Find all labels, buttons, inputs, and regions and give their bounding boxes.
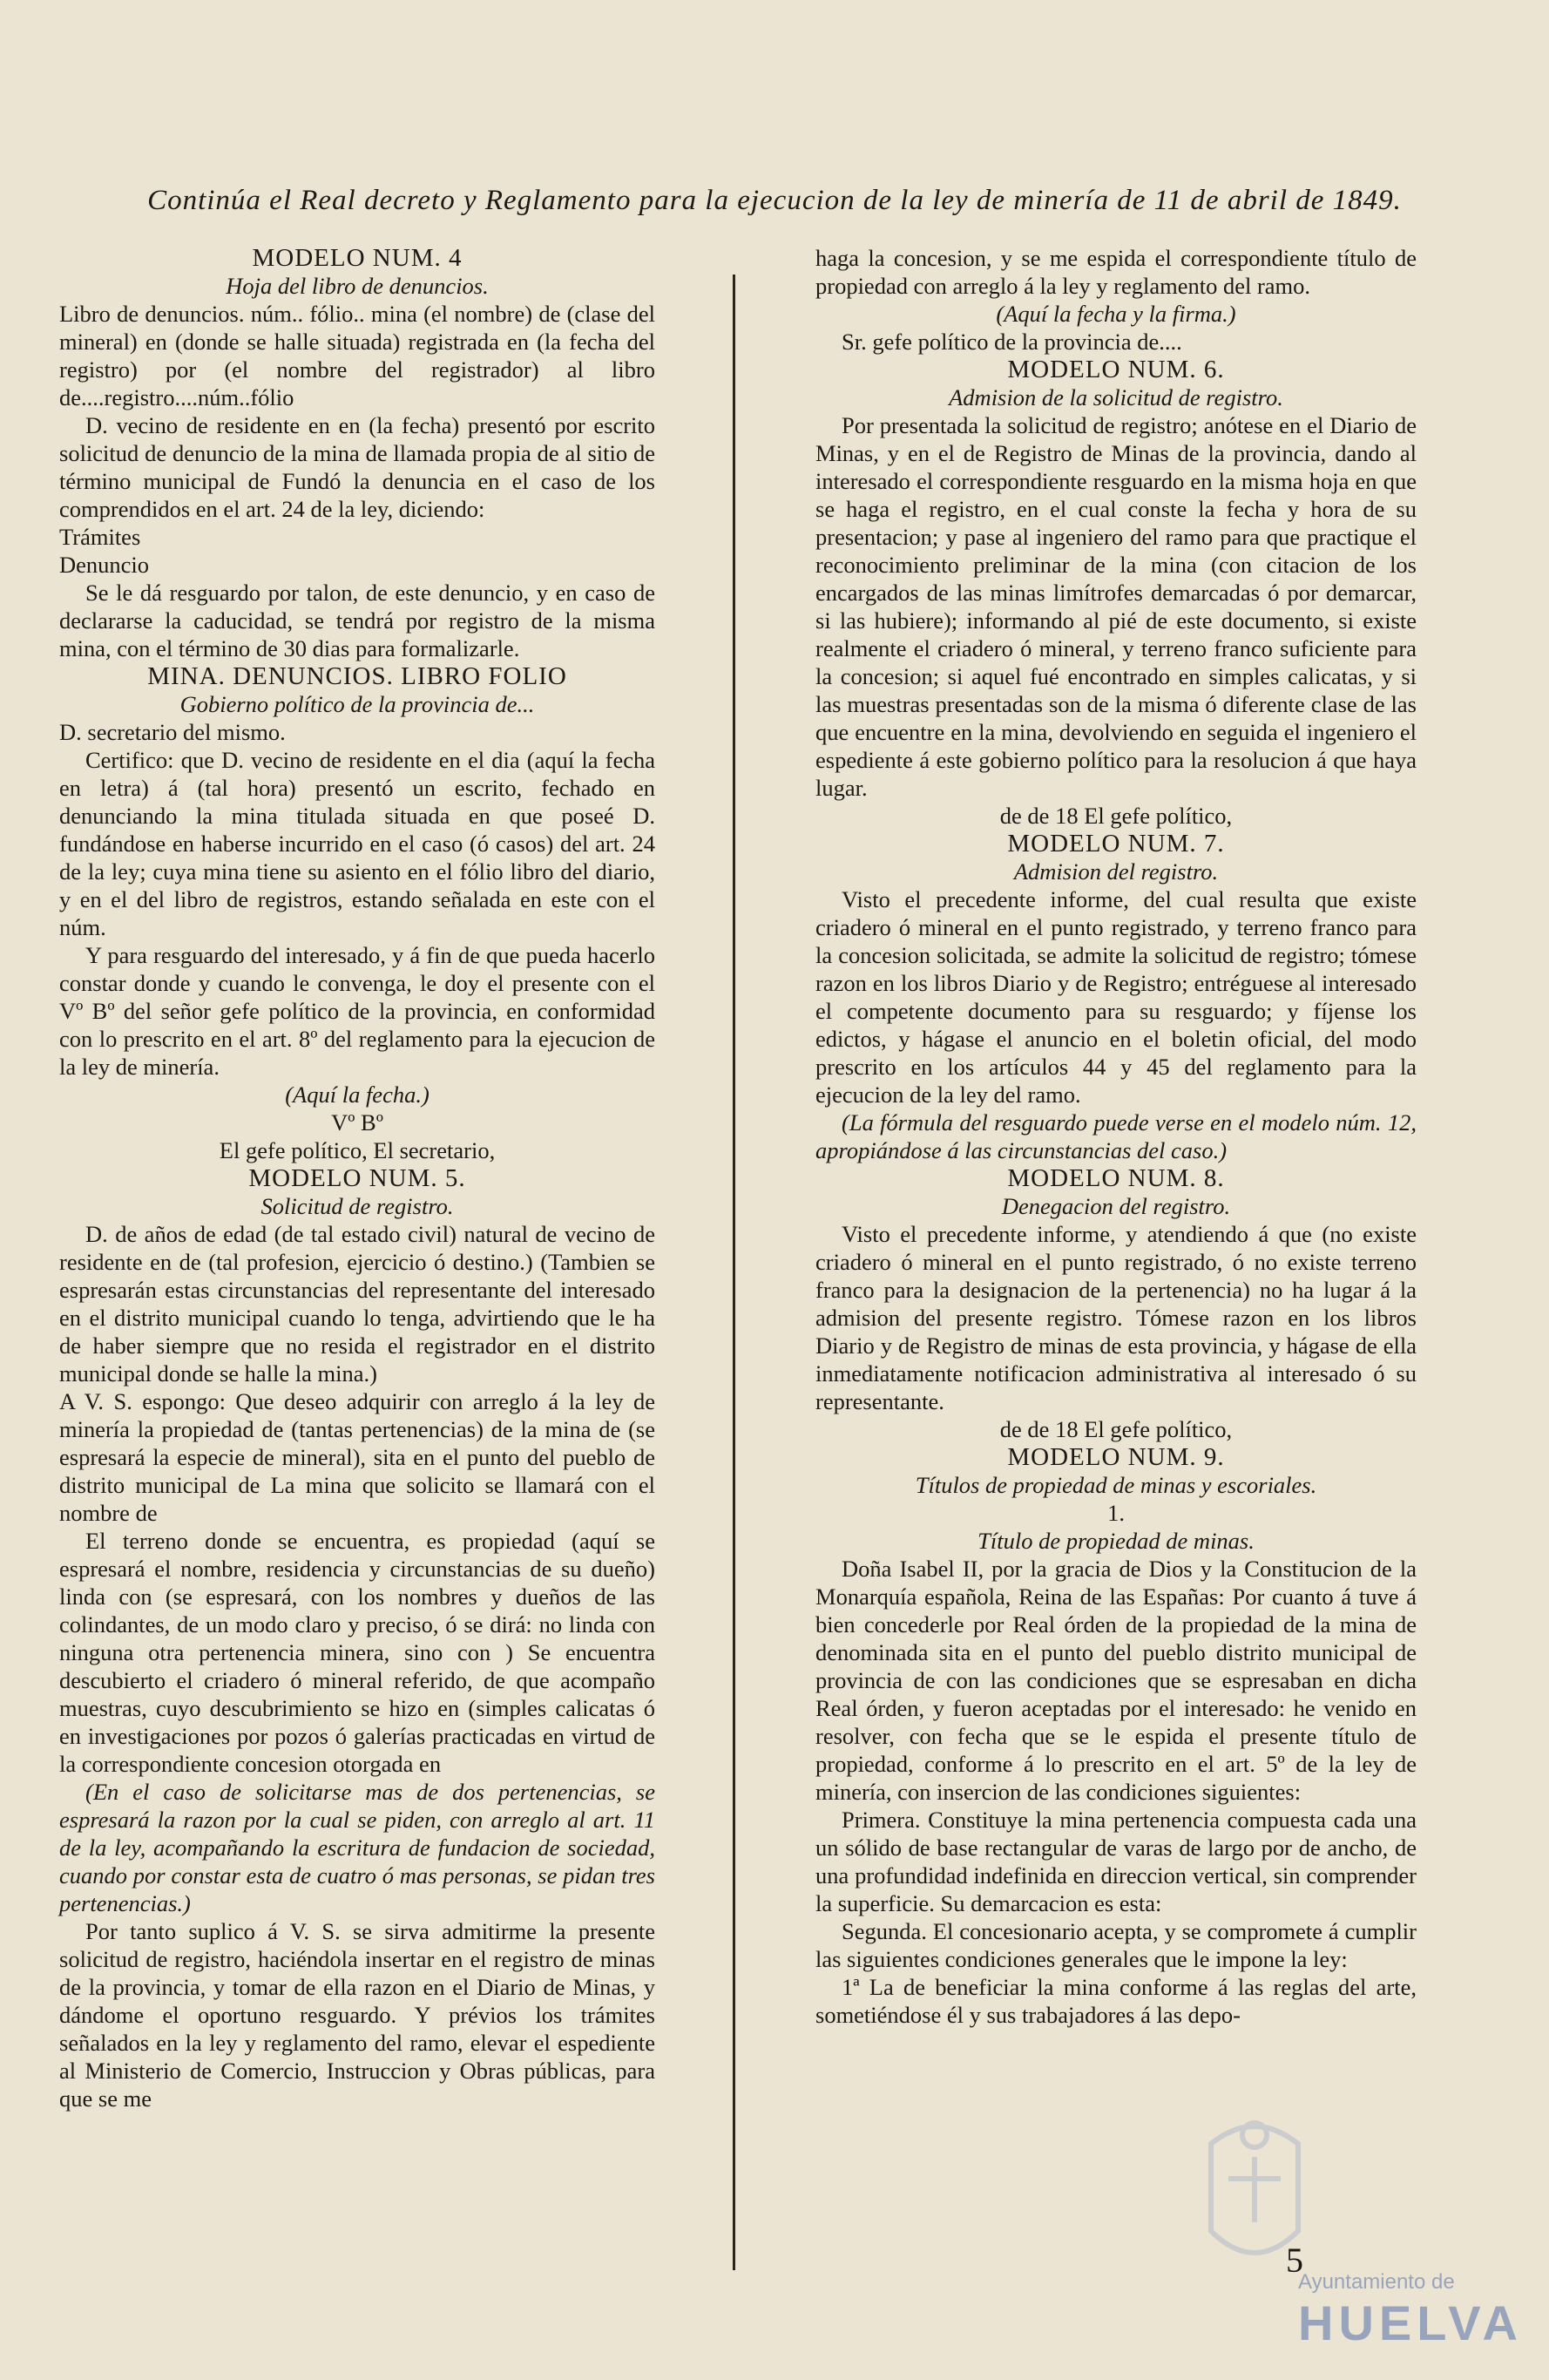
left-col-paragraph: Y para resguardo del interesado, y á fin de que pueda hacerlo constar donde y cuando le convenga, le doy el presente con el Vº Bº del señor gefe político de la provincia, en conformidad con lo prescrito en el art. 8º del reglamento para la ejecucion de la ley de minería. <box>59 942 655 1080</box>
left-column <box>59 244 655 2112</box>
right-col-paragraph: Título de propiedad de minas. <box>977 1528 1255 1554</box>
left-col-paragraph: Se le dá resguardo por talon, de este denuncio, y en caso de declararse la caducidad, se tendrá por registro de la misma mina, con el término de 30 dias para formalizarle. <box>59 580 655 661</box>
left-col-paragraph: Gobierno político de la provincia de... <box>179 691 535 717</box>
left-col-paragraph: Certifico: que D. vecino de residente en el dia (aquí la fecha en letra) á (tal hora) presentó un escrito, fechado en denunciando la mina titulada situada en que poseé D. fundándose en haberse incurrido en el caso (ó casos) del art. 24 de la ley; cuya mina tiene su asiento en el fólio libro del diario, y en el del libro de registros, estando señalada en este con el núm. <box>59 747 655 940</box>
right-col-paragraph: MODELO NUM. 7. <box>1007 830 1225 858</box>
right-col-paragraph: (La fórmula del resguardo puede verse en el modelo núm. 12, apropiándose á las circunstancias del caso.) <box>815 1109 1417 1163</box>
right-col-paragraph: haga la concesion, y se me espida el correspondiente título de propiedad con arreglo á la ley y reglamento del ramo. <box>815 245 1417 299</box>
left-col-paragraph: Denuncio <box>59 552 150 578</box>
left-col-paragraph: A V. S. espongo: Que deseo adquirir con arreglo á la ley de minería la propiedad de (tantas pertenencias) de la mina de (se espresará la especie de mineral), sita en el punto del pueblo de distrito municipal de La mina que solicito se llamará con el nombre de <box>59 1388 655 1526</box>
right-col-paragraph: MODELO NUM. 6. <box>1007 356 1225 383</box>
page-header: Continúa el Real decreto y Reglamento para la ejecucion de la ley de minería de 11 de abril de 1849. <box>147 185 1402 216</box>
right-col-paragraph: Admision de la solicitud de registro. <box>949 384 1283 410</box>
left-col-paragraph: Libro de denuncios. núm.. fólio.. mina (el nombre) de (clase del mineral) en (donde se halle situada) registrada en (la fecha del registro) por (el nombre del registrador) al libro de....registro....núm..fólio <box>59 301 655 410</box>
watermark-line1: Ayuntamiento de <box>1298 2270 1455 2294</box>
right-col-paragraph: 1. <box>1107 1500 1125 1526</box>
right-col-paragraph: Visto el precedente informe, y atendiendo á que (no existe criadero ó mineral en el punto registrado, ó no existe terreno franco para la designacion de la pertenencia) no ha lugar á la admision del presente registro. Tómese razon en los libros Diario y de Registro de minas de esta provincia, y hágase de ella inmediatamente notificacion administrativa al interesado ó su representante. <box>815 1221 1417 1414</box>
right-col-paragraph: 1ª La de beneficiar la mina conforme á las reglas del arte, sometiéndose él y sus trabajadores á las depo- <box>815 1974 1417 2028</box>
right-col-paragraph: Denegacion del registro. <box>1001 1193 1231 1219</box>
right-col-paragraph: Por presentada la solicitud de registro; anótese en el Diario de Minas, y en el de Registro de Minas de la provincia, dando al interesado el correspondiente resguardo en la misma hoja en que se haga el registro, en el cual conste la fecha y hora de su presentacion; y pase al ingeniero del ramo para que practique el reconocimiento preliminar de la mina (con citacion de los encargados de las minas limítrofes demarcadas ó por demarcar, si las hubiere); informando al pié de este documento, si existe realmente el criadero ó mineral, y terreno franco suficiente para la concesion; si aquel fué encontrado en simples calicatas, y si las muestras presentadas son de la misma ó diferente clase de las que encuentre en la mina, devolviendo en seguida el ingeniero el espediente á este gobierno político para la resolucion á que haya lugar. <box>815 412 1417 801</box>
page-number: 5 <box>1286 2241 1303 2280</box>
right-col-paragraph: de de 18 El gefe político, <box>999 1416 1233 1442</box>
left-col-paragraph: Por tanto suplico á V. S. se sirva admitirme la presente solicitud de registro, haciéndola insertar en el registro de minas de la provincia, y tomar de ella razon en el Diario de Minas, y dándome el oportuno resguardo. Y prévios los trámites señalados en la ley y reglamento del ramo, elevar el espediente al Ministerio de Comercio, Instruccion y Obras públicas, para que se me <box>59 1918 655 2112</box>
left-col-paragraph: D. secretario del mismo. <box>59 719 286 745</box>
watermark-text <box>1298 2270 1523 2351</box>
left-col-paragraph: MODELO NUM. 5. <box>248 1164 466 1192</box>
right-col-paragraph: de de 18 El gefe político, <box>999 803 1233 829</box>
left-col-paragraph: Hoja del libro de denuncios. <box>226 273 489 299</box>
right-col-paragraph: Primera. Constituye la mina pertenencia compuesta cada una un sólido de base rectangular de varas de largo por de ancho, de una profundidad indefinida en direccion vertical, sin comprender la superficie. Su demarcacion es esta: <box>815 1807 1417 1916</box>
right-col-paragraph: Visto el precedente informe, del cual resulta que existe criadero ó mineral en el punto registrado, y terreno franco para la concesion solicitada, se admite la solicitud de registro; tómese razon en los libros Diario y de Registro; entréguese al interesado el competente documento para su resguardo; y fíjense los edictos, y hágase el anuncio en el boletin oficial, del modo prescrito en los artículos 44 y 45 del reglamento para la ejecucion de la ley del ramo. <box>815 886 1417 1108</box>
left-col-paragraph: Trámites <box>59 524 141 550</box>
left-col-paragraph: D. vecino de residente en en (la fecha) presentó por escrito solicitud de denuncio de la mina de llamada propia de al sitio de término municipal de Fundó la denuncia en el caso de los comprendidos en el art. 24 de la ley, diciendo: <box>59 412 655 522</box>
right-col-paragraph: Sr. gefe político de la provincia de.... <box>842 329 1182 355</box>
left-col-paragraph: D. de años de edad (de tal estado civil) natural de vecino de residente en de (tal profesion, ejercicio ó destino.) (Tambien se espresarán estas circunstancias del representante del interesado en el distrito municipal cuando lo tenga, advirtiendo que le ha de haber siempre que no resida el registrador en el distrito municipal donde se halle la mina.) <box>59 1221 655 1387</box>
right-column <box>815 244 1417 2029</box>
left-col-paragraph: MINA. DENUNCIOS. LIBRO FOLIO <box>147 662 567 690</box>
left-col-paragraph: (En el caso de solicitarse mas de dos pertenencias, se espresará la razon por la cual se piden, con arreglo al art. 11 de la ley, acompañando la escritura de fundacion de sociedad, cuando por constar esta de cuatro ó mas personas, se pidan tres pertenencias.) <box>59 1779 655 1916</box>
left-col-paragraph: (Aquí la fecha.) <box>285 1082 430 1108</box>
left-col-paragraph: El terreno donde se encuentra, es propiedad (aquí se espresará el nombre, residencia y circunstancias de su dueño) linda con (se espresará, con los nombres y dueños de las colindantes, de un modo claro y preciso, ó se dirá: no linda con ninguna otra pertenencia minera, sino con ) Se encuentra descubierto el criadero ó mineral referido, de que acompaño muestras, cuyo descubrimiento se hizo en (simples calicatas ó en investigaciones por pozos ó galerías practicadas en virtud de la correspondiente concesion otorgada en <box>59 1528 655 1777</box>
right-col-paragraph: (Aquí la fecha y la firma.) <box>996 301 1236 327</box>
left-col-paragraph: MODELO NUM. 4 <box>252 244 463 272</box>
right-col-paragraph: Segunda. El concesionario acepta, y se compromete á cumplir las siguientes condiciones generales que le impone la ley: <box>815 1918 1417 1972</box>
right-col-paragraph: Admision del registro. <box>1013 858 1219 885</box>
right-col-paragraph: MODELO NUM. 9. <box>1007 1443 1225 1471</box>
right-col-paragraph: Doña Isabel II, por la gracia de Dios y la Constitucion de la Monarquía española, Reina de las Españas: Por cuanto á tuve á bien concederle por Real órden de la propiedad de la mina de denominada sita en el punto del pueblo distrito municipal de provincia de con las condiciones que se espresaban en dicha Real órden, y fueron aceptadas por el interesado: he venido en resolver, con fecha que se le espida el presente título de propiedad, conforme á lo prescrito en el art. 5º de la ley de minería, con insercion de las condiciones siguientes: <box>815 1556 1417 1805</box>
watermark-line2: HUELVA <box>1298 2295 1523 2350</box>
left-col-paragraph: El gefe político, El secretario, <box>219 1137 496 1163</box>
right-col-paragraph: MODELO NUM. 8. <box>1007 1164 1225 1192</box>
left-col-paragraph: Solicitud de registro. <box>260 1193 454 1219</box>
right-col-paragraph: Títulos de propiedad de minas y escoriales. <box>915 1472 1317 1498</box>
column-divider <box>733 275 735 2270</box>
left-col-paragraph: Vº Bº <box>331 1109 383 1136</box>
